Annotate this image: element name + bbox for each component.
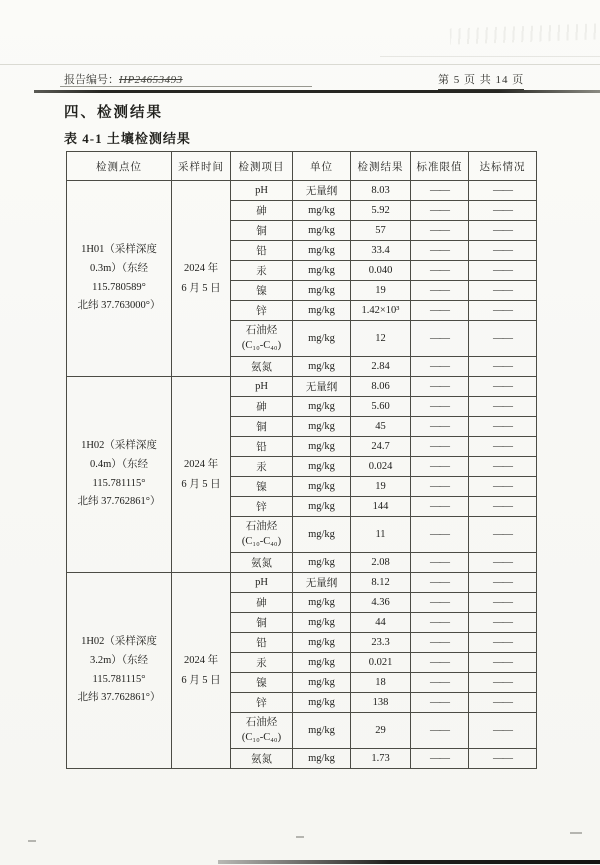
standard-limit-cell: —— [411, 497, 469, 517]
result-cell: 5.60 [351, 397, 411, 417]
result-cell: 2.08 [351, 553, 411, 573]
result-cell: 2.84 [351, 357, 411, 377]
unit-cell: mg/kg [293, 693, 351, 713]
table-header-row [67, 152, 537, 181]
result-cell: 18 [351, 673, 411, 693]
standard-limit-cell: —— [411, 181, 469, 201]
item-cell: 氨氮 [231, 553, 293, 573]
compliance-cell: —— [469, 477, 537, 497]
compliance-cell: —— [469, 693, 537, 713]
unit-cell: mg/kg [293, 261, 351, 281]
item-cell: 铅 [231, 241, 293, 261]
unit-cell: mg/kg [293, 437, 351, 457]
point-line: 北纬 37.762861°） [77, 496, 161, 508]
report-number-value: HP24653493 [119, 74, 183, 86]
item-cell: 锌 [231, 693, 293, 713]
sample-time-cell [172, 573, 231, 769]
unit-cell: mg/kg [293, 613, 351, 633]
point-line: 115.780589° [92, 281, 146, 293]
standard-limit-cell: —— [411, 653, 469, 673]
table-row [67, 573, 537, 593]
compliance-cell: —— [469, 749, 537, 769]
result-cell: 5.92 [351, 201, 411, 221]
compliance-cell: —— [469, 613, 537, 633]
unit-cell: mg/kg [293, 477, 351, 497]
soil-table-body [67, 181, 537, 769]
item-cell: 汞 [231, 653, 293, 673]
item-cell: 铜 [231, 613, 293, 633]
standard-limit-cell: —— [411, 517, 469, 553]
item-cell: 汞 [231, 457, 293, 477]
item-cell: 铅 [231, 633, 293, 653]
result-cell: 57 [351, 221, 411, 241]
unit-cell: mg/kg [293, 201, 351, 221]
result-cell: 45 [351, 417, 411, 437]
section-title: 四、检测结果 [64, 105, 163, 121]
time-line: 6 月 5 日 [181, 674, 221, 686]
scan-smudge [450, 23, 600, 44]
item-line: (C₁₀-C₄₀) [241, 339, 282, 351]
standard-limit-cell: —— [411, 593, 469, 613]
standard-limit-cell: —— [411, 749, 469, 769]
col-header-item: 检测项目 [231, 152, 293, 181]
compliance-cell: —— [469, 553, 537, 573]
col-header-standard: 标准限值 [411, 152, 469, 181]
scan-speck [296, 836, 304, 838]
result-cell: 11 [351, 517, 411, 553]
unit-cell: mg/kg [293, 633, 351, 653]
col-header-result: 检测结果 [351, 152, 411, 181]
standard-limit-cell: —— [411, 573, 469, 593]
point-line: 0.3m）（东经 [89, 262, 149, 274]
point-cell [67, 573, 172, 769]
header-underline [60, 86, 312, 87]
compliance-cell: —— [469, 357, 537, 377]
result-cell: 23.3 [351, 633, 411, 653]
table-caption: 表 4-1 土壤检测结果 [64, 131, 191, 146]
col-header-unit: 单位 [293, 152, 351, 181]
compliance-cell: —— [469, 633, 537, 653]
table-row [67, 181, 537, 201]
scan-speck [570, 832, 582, 834]
point-line: 0.4m）（东经 [89, 458, 149, 470]
compliance-cell: —— [469, 321, 537, 357]
unit-cell: mg/kg [293, 321, 351, 357]
header-rule [34, 90, 600, 93]
compliance-cell: —— [469, 241, 537, 261]
result-cell: 1.42×10³ [351, 301, 411, 321]
unit-cell: mg/kg [293, 497, 351, 517]
unit-cell: mg/kg [293, 673, 351, 693]
item-cell [231, 517, 293, 553]
result-cell: 8.06 [351, 377, 411, 397]
point-line: 1H02（采样深度 [81, 635, 157, 647]
item-cell: 砷 [231, 593, 293, 613]
sample-time-cell [172, 377, 231, 573]
standard-limit-cell: —— [411, 397, 469, 417]
soil-results-table [66, 151, 537, 769]
result-cell: 4.36 [351, 593, 411, 613]
item-cell: 锌 [231, 301, 293, 321]
compliance-cell: —— [469, 713, 537, 749]
item-cell: pH [231, 573, 293, 593]
scan-streak [0, 64, 600, 65]
standard-limit-cell: —— [411, 693, 469, 713]
compliance-cell: —— [469, 301, 537, 321]
compliance-cell: —— [469, 497, 537, 517]
result-cell: 29 [351, 713, 411, 749]
standard-limit-cell: —— [411, 321, 469, 357]
standard-limit-cell: —— [411, 281, 469, 301]
item-cell: 汞 [231, 261, 293, 281]
scan-speck [28, 840, 36, 842]
result-cell: 12 [351, 321, 411, 357]
result-cell: 144 [351, 497, 411, 517]
item-cell: 镍 [231, 281, 293, 301]
col-header-sample-time: 采样时间 [172, 152, 231, 181]
standard-limit-cell: —— [411, 633, 469, 653]
result-cell: 1.73 [351, 749, 411, 769]
item-cell: 砷 [231, 201, 293, 221]
page-number: 第 5 页 共 14 页 [438, 71, 524, 90]
point-line: 北纬 37.762861°） [77, 692, 161, 704]
sample-time-cell [172, 181, 231, 377]
compliance-cell: —— [469, 593, 537, 613]
item-cell: 铅 [231, 437, 293, 457]
point-line: 115.781115° [92, 477, 146, 489]
table-row [67, 377, 537, 397]
compliance-cell: —— [469, 573, 537, 593]
unit-cell: mg/kg [293, 553, 351, 573]
unit-cell: mg/kg [293, 457, 351, 477]
result-cell: 24.7 [351, 437, 411, 457]
result-cell: 0.040 [351, 261, 411, 281]
unit-cell: mg/kg [293, 301, 351, 321]
compliance-cell: —— [469, 181, 537, 201]
point-line: 3.2m）（东经 [89, 654, 149, 666]
item-cell: pH [231, 377, 293, 397]
unit-cell: mg/kg [293, 281, 351, 301]
standard-limit-cell: —— [411, 457, 469, 477]
standard-limit-cell: —— [411, 673, 469, 693]
unit-cell: mg/kg [293, 241, 351, 261]
item-cell [231, 713, 293, 749]
standard-limit-cell: —— [411, 713, 469, 749]
item-line: (C₁₀-C₄₀) [241, 731, 282, 743]
result-cell: 8.03 [351, 181, 411, 201]
unit-cell: mg/kg [293, 417, 351, 437]
standard-limit-cell: —— [411, 261, 469, 281]
item-cell: 镍 [231, 673, 293, 693]
compliance-cell: —— [469, 221, 537, 241]
compliance-cell: —— [469, 653, 537, 673]
standard-limit-cell: —— [411, 613, 469, 633]
item-cell: 氨氮 [231, 357, 293, 377]
compliance-cell: —— [469, 261, 537, 281]
report-number-line [64, 71, 183, 87]
report-number-label: 报告编号： [64, 74, 119, 86]
unit-cell: mg/kg [293, 749, 351, 769]
standard-limit-cell: —— [411, 477, 469, 497]
standard-limit-cell: —— [411, 241, 469, 261]
compliance-cell: —— [469, 673, 537, 693]
item-cell: 铜 [231, 417, 293, 437]
compliance-cell: —— [469, 281, 537, 301]
unit-cell: 无量纲 [293, 181, 351, 201]
standard-limit-cell: —— [411, 201, 469, 221]
result-cell: 138 [351, 693, 411, 713]
item-cell: 锌 [231, 497, 293, 517]
time-line: 2024 年 [183, 262, 219, 274]
unit-cell: 无量纲 [293, 573, 351, 593]
unit-cell: mg/kg [293, 653, 351, 673]
item-line: (C₁₀-C₄₀) [241, 535, 282, 547]
point-line: 1H01（采样深度 [81, 243, 157, 255]
item-line: 石油烃 [245, 325, 278, 337]
point-line: 北纬 37.763000°） [77, 300, 161, 312]
compliance-cell: —— [469, 437, 537, 457]
compliance-cell: —— [469, 201, 537, 221]
standard-limit-cell: —— [411, 357, 469, 377]
standard-limit-cell: —— [411, 301, 469, 321]
result-cell: 0.024 [351, 457, 411, 477]
unit-cell: 无量纲 [293, 377, 351, 397]
item-cell: 氨氮 [231, 749, 293, 769]
col-header-compliance: 达标情况 [469, 152, 537, 181]
item-cell [231, 321, 293, 357]
standard-limit-cell: —— [411, 221, 469, 241]
standard-limit-cell: —— [411, 553, 469, 573]
unit-cell: mg/kg [293, 357, 351, 377]
time-line: 6 月 5 日 [181, 478, 221, 490]
item-line: 石油烃 [245, 717, 278, 729]
unit-cell: mg/kg [293, 713, 351, 749]
compliance-cell: —— [469, 457, 537, 477]
soil-results-table-wrapper [66, 151, 537, 769]
unit-cell: mg/kg [293, 221, 351, 241]
time-line: 2024 年 [183, 458, 219, 470]
compliance-cell: —— [469, 417, 537, 437]
result-cell: 0.021 [351, 653, 411, 673]
standard-limit-cell: —— [411, 377, 469, 397]
unit-cell: mg/kg [293, 397, 351, 417]
item-cell: pH [231, 181, 293, 201]
point-line: 115.781115° [92, 673, 146, 685]
point-cell [67, 181, 172, 377]
scan-bottom-edge [218, 860, 600, 864]
item-cell: 镍 [231, 477, 293, 497]
compliance-cell: —— [469, 397, 537, 417]
result-cell: 19 [351, 281, 411, 301]
item-cell: 砷 [231, 397, 293, 417]
compliance-cell: —— [469, 517, 537, 553]
result-cell: 33.4 [351, 241, 411, 261]
time-line: 2024 年 [183, 654, 219, 666]
scan-streak [380, 56, 600, 57]
result-cell: 8.12 [351, 573, 411, 593]
unit-cell: mg/kg [293, 593, 351, 613]
time-line: 6 月 5 日 [181, 282, 221, 294]
item-cell: 铜 [231, 221, 293, 241]
col-header-point: 检测点位 [67, 152, 172, 181]
result-cell: 44 [351, 613, 411, 633]
point-cell [67, 377, 172, 573]
standard-limit-cell: —— [411, 417, 469, 437]
compliance-cell: —— [469, 377, 537, 397]
point-line: 1H02（采样深度 [81, 439, 157, 451]
result-cell: 19 [351, 477, 411, 497]
standard-limit-cell: —— [411, 437, 469, 457]
unit-cell: mg/kg [293, 517, 351, 553]
item-line: 石油烃 [245, 521, 278, 533]
